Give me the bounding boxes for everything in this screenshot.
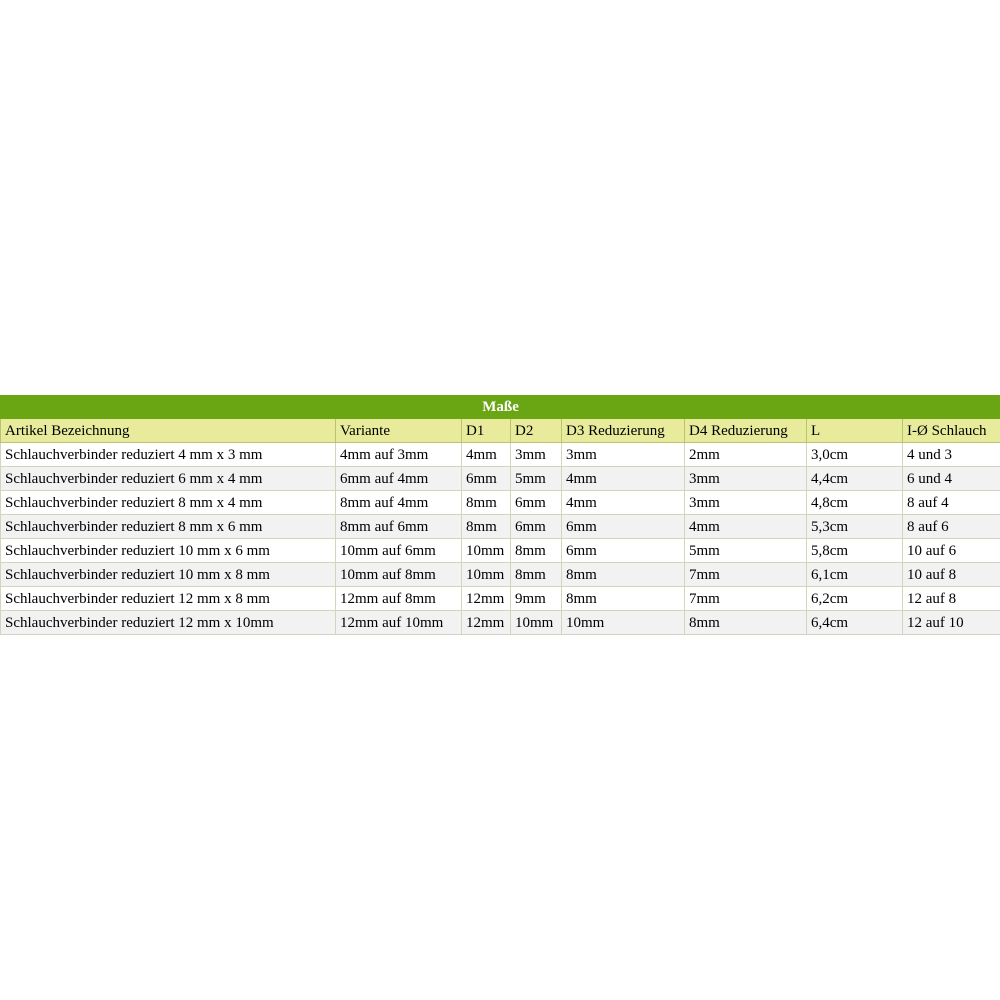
cell-variante: 10mm auf 8mm [336, 563, 462, 587]
cell-schlauch: 10 auf 8 [903, 563, 1000, 587]
cell-schlauch: 12 auf 8 [903, 587, 1000, 611]
table-row [1, 491, 1000, 515]
cell-artikel-bezeichnung: Schlauchverbinder reduziert 12 mm x 10mm [1, 611, 336, 635]
column-header-d4-reduzierung: D4 Reduzierung [685, 419, 807, 443]
specifications-table [0, 395, 1000, 635]
column-header-d1: D1 [462, 419, 511, 443]
cell-d3: 8mm [562, 587, 685, 611]
cell-l: 3,0cm [807, 443, 903, 467]
cell-variante: 4mm auf 3mm [336, 443, 462, 467]
table-row [1, 587, 1000, 611]
cell-d4: 8mm [685, 611, 807, 635]
cell-variante: 12mm auf 8mm [336, 587, 462, 611]
cell-artikel-bezeichnung: Schlauchverbinder reduziert 10 mm x 6 mm [1, 539, 336, 563]
cell-variante: 8mm auf 4mm [336, 491, 462, 515]
table-row [1, 515, 1000, 539]
cell-d1: 12mm [462, 611, 511, 635]
cell-l: 4,8cm [807, 491, 903, 515]
cell-schlauch: 4 und 3 [903, 443, 1000, 467]
column-header-l: L [807, 419, 903, 443]
cell-schlauch: 10 auf 6 [903, 539, 1000, 563]
table-title-row [1, 396, 1000, 419]
table-body [1, 396, 1000, 635]
table-row [1, 467, 1000, 491]
cell-d2: 9mm [511, 587, 562, 611]
cell-schlauch: 6 und 4 [903, 467, 1000, 491]
cell-l: 4,4cm [807, 467, 903, 491]
cell-artikel-bezeichnung: Schlauchverbinder reduziert 8 mm x 6 mm [1, 515, 336, 539]
table-header-row [1, 419, 1000, 443]
table-row [1, 611, 1000, 635]
column-header-artikel-bezeichnung: Artikel Bezeichnung [1, 419, 336, 443]
cell-d3: 4mm [562, 491, 685, 515]
specs-table-container [0, 395, 1000, 635]
column-header-i-durchmesser-schlauch: I-Ø Schlauch [903, 419, 1000, 443]
cell-d4: 7mm [685, 587, 807, 611]
column-header-variante: Variante [336, 419, 462, 443]
cell-d3: 3mm [562, 443, 685, 467]
cell-d1: 8mm [462, 491, 511, 515]
cell-l: 6,1cm [807, 563, 903, 587]
cell-d1: 10mm [462, 563, 511, 587]
cell-d1: 8mm [462, 515, 511, 539]
cell-d1: 6mm [462, 467, 511, 491]
cell-d2: 6mm [511, 491, 562, 515]
cell-d1: 12mm [462, 587, 511, 611]
cell-schlauch: 12 auf 10 [903, 611, 1000, 635]
cell-d3: 4mm [562, 467, 685, 491]
table-row [1, 539, 1000, 563]
cell-artikel-bezeichnung: Schlauchverbinder reduziert 12 mm x 8 mm [1, 587, 336, 611]
cell-artikel-bezeichnung: Schlauchverbinder reduziert 4 mm x 3 mm [1, 443, 336, 467]
cell-d3: 6mm [562, 515, 685, 539]
cell-d2: 10mm [511, 611, 562, 635]
cell-d1: 4mm [462, 443, 511, 467]
cell-d4: 2mm [685, 443, 807, 467]
cell-schlauch: 8 auf 4 [903, 491, 1000, 515]
cell-d3: 8mm [562, 563, 685, 587]
cell-artikel-bezeichnung: Schlauchverbinder reduziert 8 mm x 4 mm [1, 491, 336, 515]
cell-d2: 3mm [511, 443, 562, 467]
cell-d2: 8mm [511, 563, 562, 587]
cell-d2: 8mm [511, 539, 562, 563]
cell-variante: 10mm auf 6mm [336, 539, 462, 563]
cell-d2: 5mm [511, 467, 562, 491]
cell-d1: 10mm [462, 539, 511, 563]
table-title: Maße [1, 396, 1000, 419]
cell-l: 6,2cm [807, 587, 903, 611]
cell-artikel-bezeichnung: Schlauchverbinder reduziert 6 mm x 4 mm [1, 467, 336, 491]
cell-artikel-bezeichnung: Schlauchverbinder reduziert 10 mm x 8 mm [1, 563, 336, 587]
column-header-d2: D2 [511, 419, 562, 443]
cell-l: 6,4cm [807, 611, 903, 635]
cell-variante: 6mm auf 4mm [336, 467, 462, 491]
column-header-d3-reduzierung: D3 Reduzierung [562, 419, 685, 443]
cell-d3: 10mm [562, 611, 685, 635]
cell-d4: 7mm [685, 563, 807, 587]
cell-d4: 5mm [685, 539, 807, 563]
table-row [1, 443, 1000, 467]
cell-l: 5,3cm [807, 515, 903, 539]
cell-variante: 12mm auf 10mm [336, 611, 462, 635]
cell-d4: 3mm [685, 467, 807, 491]
cell-schlauch: 8 auf 6 [903, 515, 1000, 539]
table-row [1, 563, 1000, 587]
cell-l: 5,8cm [807, 539, 903, 563]
cell-d3: 6mm [562, 539, 685, 563]
cell-d4: 3mm [685, 491, 807, 515]
cell-d2: 6mm [511, 515, 562, 539]
cell-d4: 4mm [685, 515, 807, 539]
cell-variante: 8mm auf 6mm [336, 515, 462, 539]
